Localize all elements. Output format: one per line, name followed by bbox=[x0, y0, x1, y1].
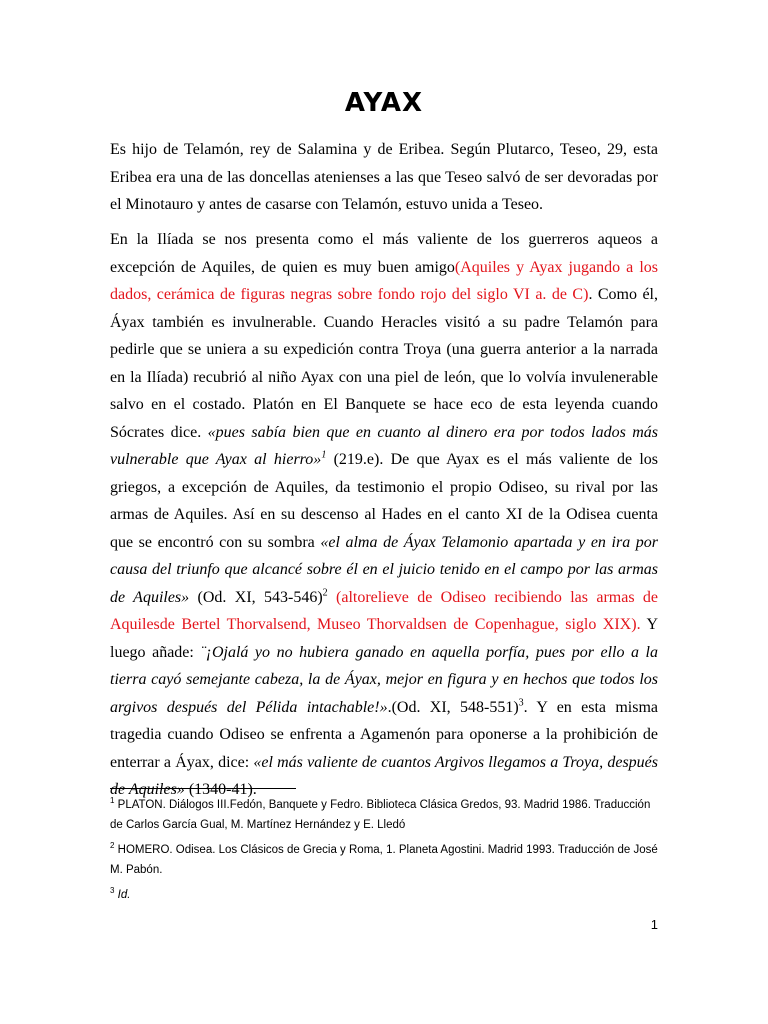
footnote-number: 1 bbox=[110, 796, 115, 806]
text-run: (219.e). De que Ayax es el más valiente de los griegos, a excepción de Aquiles, da testimonio el propio Odiseo, su rival por las armas de Aquiles. Así en su descenso al Hades en el canto XI de la Odisea cuenta que se encontró con su sombra bbox=[110, 451, 658, 551]
text-run: .(Od. XI, 548-551) bbox=[387, 698, 519, 716]
text-run: (Od. XI, 543-546) bbox=[189, 588, 323, 606]
footnote-3 bbox=[110, 885, 658, 905]
footnote-text: PLATON. Diálogos III.Fedón, Banquete y Fedro. Biblioteca Clásica Gredos, 93. Madrid 1986. Traducción de Carlos García Gual, M. Martínez Hernández y E. Lledó bbox=[110, 799, 651, 831]
paragraph-main bbox=[110, 226, 658, 804]
italic-quote: «el más valiente de cuantos Argivos llegamos a Troya, después de Aquiles» bbox=[110, 753, 658, 798]
red-annotation: (Aquiles y Ayax jugando a los dados, cerámica de figuras negras sobre fondo rojo del siglo VI a. de C) bbox=[110, 258, 658, 303]
footnote-ref: 2 bbox=[322, 587, 328, 599]
text-run: En la Ilíada se nos presenta como el más valiente de los guerreros aqueos a excepción de Aquiles, de quien es muy buen amigo bbox=[110, 231, 658, 276]
footnote-text: HOMERO. Odisea. Los Clásicos de Grecia y Roma, 1. Planeta Agostini. Madrid 1993. Traducción de José M. Pabón. bbox=[110, 844, 658, 876]
italic-quote: «pues sabía bien que en cuanto al dinero era por todos lados más vulnerable que Ayax al hierro» bbox=[110, 423, 658, 468]
footnote-ref: 3 bbox=[518, 697, 524, 709]
page-title: AYAX bbox=[344, 88, 424, 118]
italic-quote: ¨¡Ojalá yo no hubiera ganado en aquella porfía, pues por ello a la tierra cayó semejante cabeza, la de Áyax, mejor en figura y en hechos que todos los argivos después del Pélida intachable!» bbox=[110, 643, 659, 716]
red-annotation: (altorelieve de Odiseo recibiendo las armas de Aquilesde Bertel Thorvalsend, Museo Thorvaldsen de Copenhague, siglo XIX). bbox=[110, 588, 659, 633]
footnote-1 bbox=[110, 795, 658, 835]
page-number: 1 bbox=[650, 917, 658, 932]
footnote-divider bbox=[110, 788, 296, 789]
footnote-ref: 1 bbox=[321, 449, 327, 461]
footnote-number: 2 bbox=[110, 841, 115, 851]
text-run: (1340-41). bbox=[184, 781, 257, 798]
footnote-text: Id. bbox=[114, 889, 131, 901]
footnote-number: 3 bbox=[110, 886, 115, 896]
footnote-2 bbox=[110, 840, 658, 880]
paragraph-intro: Es hijo de Telamón, rey de Salamina y de Eribea. Según Plutarco, Teseo, 29, esta Eribea era una de las doncellas atenienses a las que Teseo salvó de ser devoradas por el Minotauro y antes de casarse con Telamón, estuvo unida a Teseo. bbox=[110, 141, 658, 213]
text-run: . Como él, Áyax también es invulnerable. Cuando Heracles visitó a su padre Telamón para pedirle que se uniera a su expedición contra Troya (una guerra anterior a la narrada en la Ilíada) recubrió al niño Ayax con una piel de león, que lo volvía invulenerable salvo en el costado. Platón en El Banquete se hace eco de esta leyenda cuando Sócrates dice. bbox=[110, 286, 659, 441]
text-run: . Y en esta misma tragedia cuando Odiseo se enfrenta a Agamenón para oponerse a la prohibición de enterrar a Áyax, dice: bbox=[110, 698, 659, 771]
italic-quote: «el alma de Áyax Telamonio apartada y en ira por causa del triunfo que alcancé sobre él en el juicio tenido en el campo por las armas de Aquiles» bbox=[110, 533, 659, 606]
text-run: Y luego añade: bbox=[110, 616, 659, 661]
